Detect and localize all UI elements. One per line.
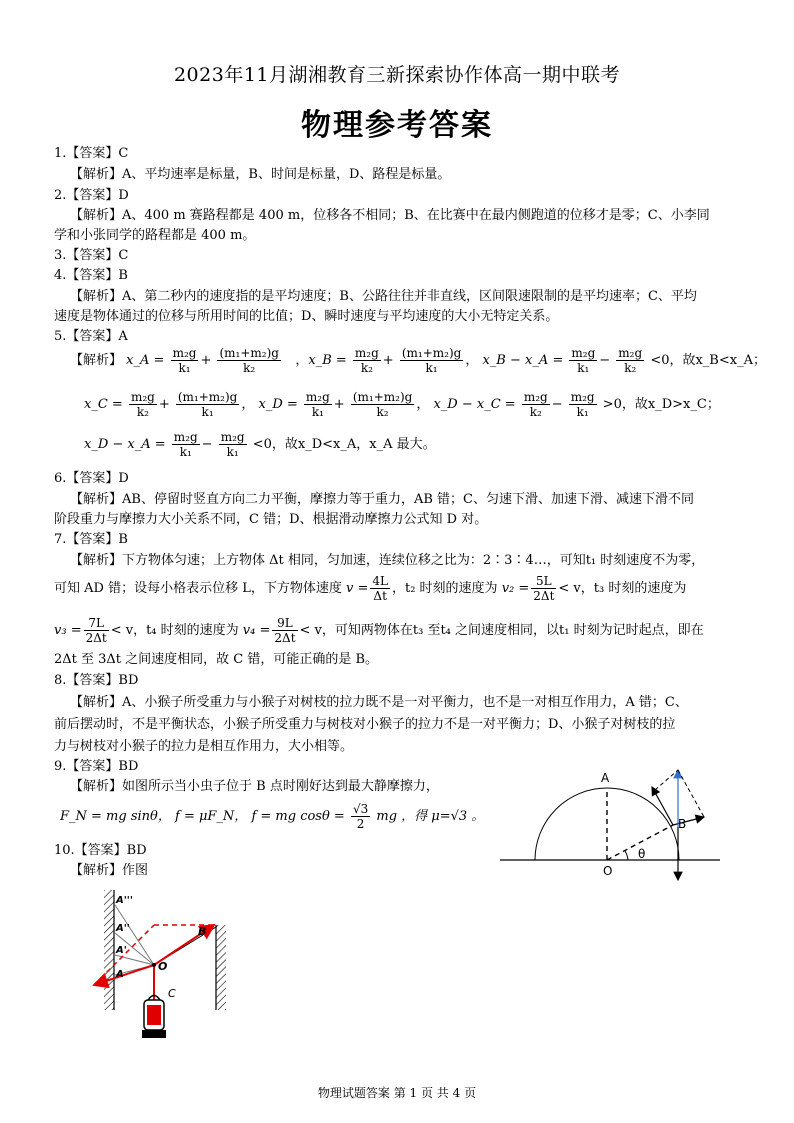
q5-frac: $\frac{\text{(m₁+m₂)g}}{\text{k₂}}$ — [219, 346, 279, 375]
q1-analysis: 【解析】A、平均速率是标量，B、时间是标量，D、路程是标量。 — [70, 167, 451, 182]
page-title: 物理参考答案 — [301, 108, 493, 143]
q7-frac: $\frac{4L}{\Delta t}$ — [372, 574, 388, 603]
q10-figure — [88, 885, 238, 1050]
exam-title: 2023年11月湖湘教育三新探索协作体高一期中联考 — [173, 64, 621, 86]
q9-answer: 9.【答案】BD — [54, 759, 139, 774]
label-B: B — [678, 817, 687, 831]
label-C: C — [168, 987, 176, 1000]
parallelogram-line — [678, 770, 704, 817]
q6-analysis-line2: 阶段重力与摩擦力大小关系不同，C 错；D、根据滑动摩擦力公式知 D 对。 — [54, 512, 488, 527]
lantern-icon — [142, 996, 166, 1039]
q7-frac: $\frac{7L}{2\Delta t}$ — [85, 616, 107, 645]
theta-arc — [625, 851, 628, 860]
q2-analysis-line1: 【解析】A、400 m 赛路程都是 400 m，位移各不相同；B、在比赛中在最内侧跑道的位移才是零；C、小李同 — [70, 208, 710, 223]
q8-answer: 8.【答案】BD — [54, 673, 139, 688]
left-wall — [104, 890, 114, 1010]
q7-answer: 7.【答案】B — [54, 532, 128, 547]
q9-frac: $\frac{√3}{2}$ — [352, 802, 369, 831]
q2-analysis-line2: 学和小张同学的路程都是 400 m。 — [54, 228, 256, 243]
q6-analysis-line1: 【解析】AB、停留时竖直方向二力平衡，摩擦力等于重力，AB 错；C、匀速下滑、加速下滑、减速下滑不同 — [70, 492, 694, 507]
q4-answer: 4.【答案】B — [54, 268, 128, 283]
q3-answer: 3.【答案】C — [54, 248, 129, 263]
knot-O — [152, 963, 156, 967]
q5-frac: $\frac{\text{m₂g}}{\text{k₁}}$ — [305, 390, 330, 419]
q10-answer: 10.【答案】BD — [54, 843, 147, 858]
q7-line2: 可知 AD 错；设每小格表示位移 L，下方物体速度 v = $\frac{4L}{\Delta t}$ ，t₂ 时刻的速度为 v₂ = $\frac{5L}{2\Delta t}$ < v，t₃ 时刻的速度为 — [54, 574, 687, 603]
q5-frac: $\frac{\text{(m₁+m₂)g}}{\text{k₂}}$ — [352, 390, 413, 419]
q5-frac: $\frac{\text{(m₁+m₂)g}}{\text{k₁}}$ — [177, 390, 238, 419]
q5-frac: $\frac{\text{m₂g}}{\text{k₂}}$ — [354, 346, 379, 375]
q7-line4: 2Δt 至 3Δt 之间速度相同，故 C 错，可能正确的是 B。 — [54, 652, 379, 667]
q5-frac: $\frac{\text{m₂g}}{\text{k₁}}$ — [173, 430, 198, 459]
label-A2: A'' — [116, 923, 130, 934]
label-A: A — [601, 771, 610, 785]
q9-figure — [500, 765, 730, 890]
q7-line1: 【解析】下方物体匀速；上方物体 Δt 相同，匀加速，连续位移之比为：2∶3∶4…，可知t₁ 时刻速度不为零， — [70, 553, 705, 568]
q5-xa: x_A — [126, 353, 150, 368]
q7-line3: v₃ = $\frac{7L}{2\Delta t}$ < v，t₄ 时刻的速度为 v₄ = $\frac{9L}{2\Delta t}$ < v，可知两物体在t₃ 至t₄ 之间速度相同，以t₁ 时刻为记时起点，即在 — [54, 616, 704, 645]
right-wall — [216, 925, 226, 1010]
q5-frac: $\frac{\text{m₂g}}{\text{k₂}}$ — [523, 390, 548, 419]
q4-analysis-line1: 【解析】A、第二秒内的速度指的是平均速度；B、公路往往并非直线，区间限速限制的是平均速率；C、平均 — [70, 289, 697, 304]
q5-row1: 【解析】 x_A = $\frac{\text{m₂g}}{\text{k₁}}$ + $\frac{\text{(m₁+m₂)g}}{\text{k₂}}$ ，x_B = $\frac{\text{m₂g}}{\text{k₂}}$ + $\frac{\text{(m₁+m₂)g}}{\text{k₁}}$ ， x_B − x_A = $\frac{\text{m₂g}}{\text{k₁}}$ − $\frac{\text{m₂g}}{\text{k₂}}$ <0，故x_B<x_A； — [70, 346, 766, 375]
label-A: A — [116, 969, 124, 980]
q5-frac: $\frac{\text{(m₁+m₂)g}}{\text{k₁}}$ — [401, 346, 462, 375]
q9-formula: F_N = mg sinθ， f = μF_N， f = mg cosθ = $\frac{√3}{2}$ mg ，得 μ=√3 。 — [60, 802, 485, 831]
q2-answer: 2.【答案】D — [54, 188, 129, 203]
parallelogram-line — [655, 770, 678, 790]
q8-analysis-line1: 【解析】A、小猴子所受重力与小猴子对树枝的拉力既不是一对平衡力，也不是一对相互作用力，A 错；C、 — [70, 695, 688, 710]
label-theta: θ — [638, 847, 646, 861]
q10-analysis: 【解析】作图 — [70, 863, 149, 878]
q9-analysis: 【解析】如图所示当小虫子位于 B 点时刚好达到最大静摩擦力， — [70, 779, 439, 794]
q1-answer: 1.【答案】C — [54, 146, 129, 161]
q5-row2: x_C = $\frac{\text{m₂g}}{\text{k₂}}$ + $\frac{\text{(m₁+m₂)g}}{\text{k₁}}$ ， x_D = $\frac{\text{m₂g}}{\text{k₁}}$ + $\frac{\text{(m₁+m₂)g}}{\text{k₂}}$ ， x_D − x_C = $\frac{\text{m₂g}}{\text{k₂}}$ − $\frac{\text{m₂g}}{\text{k₁}}$ >0，故x_D>x_C； — [84, 390, 720, 419]
label-O: O — [158, 960, 168, 973]
q4-analysis-line2: 速度是物体通过的位移与所用时间的比值；D、瞬时速度与平均速度的大小无特定关系。 — [54, 309, 559, 324]
q8-analysis-line3: 力与树枝对小猴子的拉力是相互作用力，大小相等。 — [54, 739, 354, 754]
q5-frac: $\frac{\text{m₂g}}{\text{k₂}}$ — [618, 346, 643, 375]
q5-row3: x_D − x_A = $\frac{\text{m₂g}}{\text{k₁}}$ − $\frac{\text{m₂g}}{\text{k₁}}$ <0，故x_D<x_A，x_A 最大。 — [84, 430, 436, 459]
q8-analysis-line2: 前后摆动时，不是平衡状态，小猴子所受重力与树枝对小猴子的拉力不是一对平衡力；D、小猴子对树枝的拉 — [54, 717, 676, 732]
label-A1: A' — [116, 945, 127, 956]
page-footer: 物理试题答案 第 1 页 共 4 页 — [317, 1086, 477, 1100]
q5-frac: $\frac{\text{m₂g}}{\text{k₁}}$ — [172, 346, 197, 375]
q6-answer: 6.【答案】D — [54, 471, 129, 486]
q5-frac: $\frac{\text{m₂g}}{\text{k₁}}$ — [220, 430, 245, 459]
q5-answer: 5.【答案】A — [54, 329, 128, 344]
label-O: O — [603, 864, 613, 878]
q7-frac: $\frac{9L}{2\Delta t}$ — [274, 616, 296, 645]
q7-frac: $\frac{5L}{2\Delta t}$ — [533, 574, 555, 603]
label-A3: A''' — [116, 895, 133, 906]
q5-frac: $\frac{\text{m₂g}}{\text{k₁}}$ — [570, 390, 595, 419]
q5-label: 【解析】 — [70, 353, 123, 368]
label-B: B — [198, 925, 207, 938]
q5-frac: $\frac{\text{m₂g}}{\text{k₁}}$ — [571, 346, 596, 375]
q5-frac: $\frac{\text{m₂g}}{\text{k₂}}$ — [130, 390, 155, 419]
